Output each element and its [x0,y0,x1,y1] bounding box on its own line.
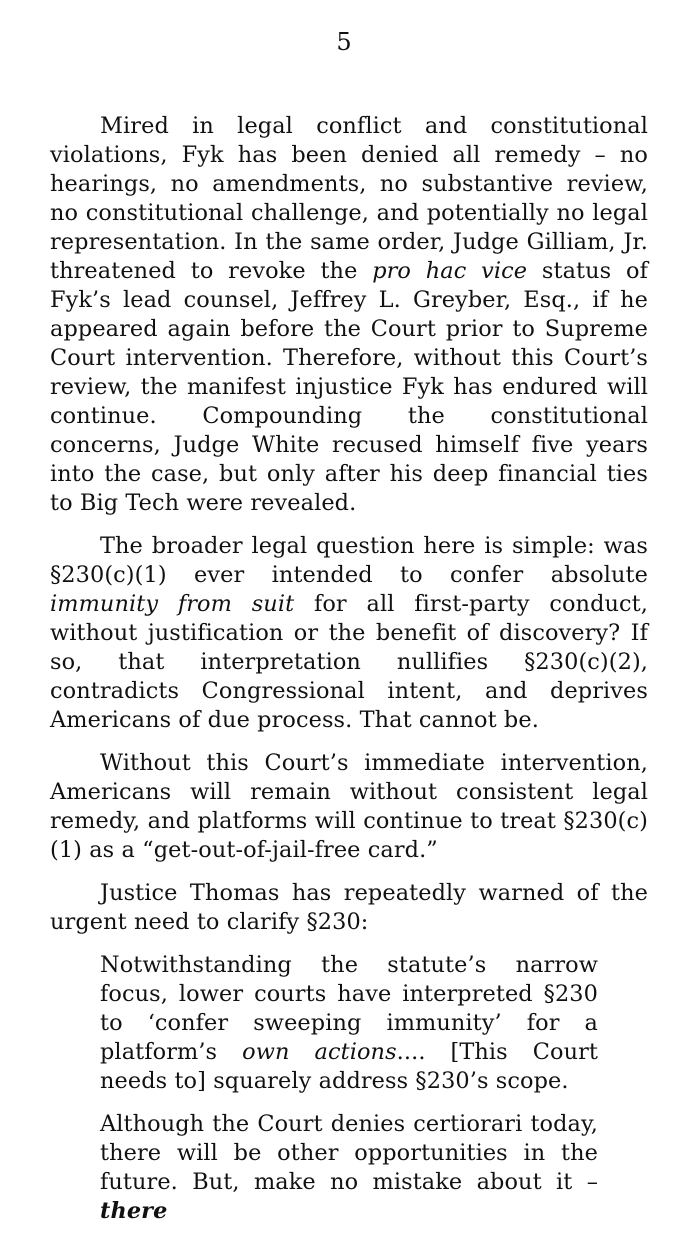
paragraph-legal-question [50,532,648,735]
paragraph-intervention: Without this Court’s immediate intervention, Americans will remain without consistent legal remedy, and platforms will continue to treat §230(c)(1) as a “get-out-of-jail-free card.” [50,750,648,863]
bold-italic-phrase: there [100,1198,168,1224]
quote-text: Although the Court denies certiorari today, there will be other opportunities in the future. But, make no mistake about it – [100,1111,598,1195]
paragraph-text: The broader legal question here is simple: was §230(c)(1) ever intended to confer absolute [50,533,648,588]
italic-phrase: pro hac vice [372,258,528,284]
paragraph-justice-thomas: Justice Thomas has repeatedly warned of the urgent need to clarify §230: [50,880,648,935]
paragraph-text: status of Fyk’s lead counsel, Jeffrey L. Greyber, Esq., if he appeared again before the Court prior to Supreme Court intervention. Therefore, without this Court’s review, the manifest injustice Fyk has endured will continue. Compounding the constitutional concerns, Judge White recused himself five years into the case, but only after his deep financial ties to Big Tech were revealed. [50,258,648,516]
quote-paragraph-2 [100,1110,598,1226]
page-number: 5 [336,28,352,56]
block-quote [100,951,598,1226]
paragraph-text: Mired in legal conflict and constitutional violations, Fyk has been denied all remedy – no hearings, no amendments, no substantive review, no constitutional challenge, and potentially no legal representation. In the same order, Judge Gilliam, Jr. threatened to revoke the [50,113,648,284]
document-body [50,112,648,1240]
quote-paragraph-1 [100,951,598,1096]
paragraph-remedy-denied [50,112,648,518]
italic-phrase: immunity from suit [50,591,295,617]
paragraph-text: for all first-party conduct, without justification or the benefit of discovery? If so, that interpretation nullifies §230(c)(2), contradicts Congressional intent, and deprives Americans of due process. That cannot be. [50,591,648,733]
italic-phrase: own actions [242,1039,397,1065]
quote-text: .... [This Court needs to] squarely address §230’s scope. [100,1039,599,1094]
quote-text: Notwithstanding the statute’s narrow focus, lower courts have interpreted §230 to ‘confer sweeping immunity’ for a platform’s [100,952,598,1065]
